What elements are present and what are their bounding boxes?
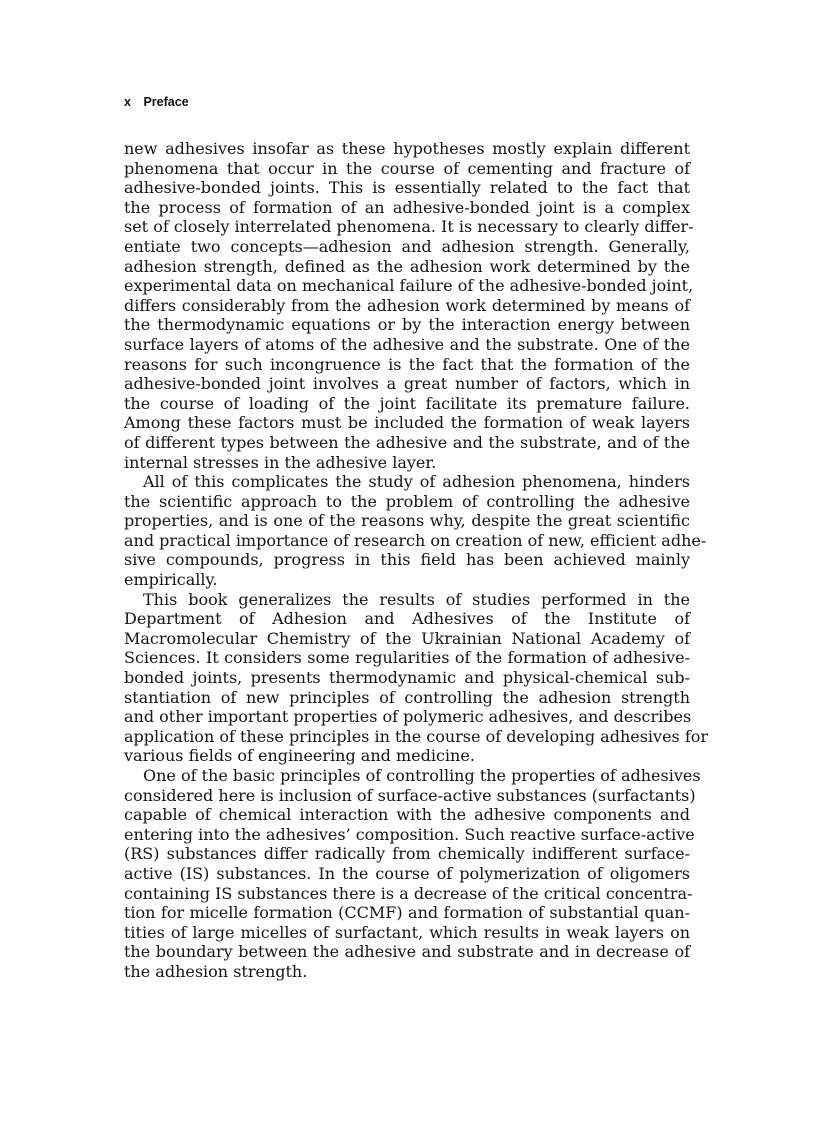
text-line: (RS) substances differ radically from chemically indifferent surface- [124,844,690,864]
text-line: adhesive-bonded joint involves a great number of factors, which in [124,374,690,394]
paragraph [124,589,709,766]
text-line: new adhesives insofar as these hypotheses mostly explain different [124,139,690,158]
text-line: tities of large micelles of surfactant, which results in weak layers on [124,922,690,942]
text-line: differs considerably from the adhesion work determined by means of [124,295,690,315]
text-line: of different types between the adhesive and the substrate, and of the [124,432,690,452]
text-line: containing IS substances there is a decrease of the critical concentra- [124,883,693,903]
text-line: Sciences. It considers some regularities of the formation of adhesive- [124,648,690,668]
text-line: the process of formation of an adhesive-bonded joint is a complex [124,197,690,217]
text-line: considered here is inclusion of surface-active substances (surfactants) [124,785,696,805]
text-line: and other important properties of polymeric adhesives, and describes [124,707,692,727]
text-line: set of closely interrelated phenomena. It is necessary to clearly differ- [124,217,694,237]
text-line: stantiation of new principles of controlling the adhesion strength [124,687,690,707]
text-line: active (IS) substances. In the course of polymerization of oligomers [124,863,690,883]
page-number: x [124,95,131,109]
text-line: adhesive-bonded joints. This is essentially related to the fact that [124,178,690,198]
text-line: phenomena that occur in the course of cementing and fracture of [124,158,690,178]
text-line: the adhesion strength. [124,961,308,981]
body-text [124,139,709,982]
text-line: One of the basic principles of controlling the properties of adhesives [143,766,701,785]
text-line: This book generalizes the results of studies performed in the [143,589,690,609]
text-line: All of this complicates the study of adhesion phenomena, hinders [143,472,690,492]
text-line: Among these factors must be included the formation of weak layers [124,413,690,433]
text-line: entering into the adhesives’ composition. Such reactive surface-active [124,824,695,844]
text-line: properties, and is one of the reasons why, despite the great scientific [124,511,690,531]
text-line: bonded joints, presents thermodynamic and physical-chemical sub- [124,668,690,688]
text-line: surface layers of atoms of the adhesive and the substrate. One of the [124,334,690,354]
paragraph [124,139,694,472]
paragraph [124,472,707,590]
running-head [124,95,189,109]
text-line: experimental data on mechanical failure of the adhesive-bonded joint, [124,276,694,296]
text-line: entiate two concepts—adhesion and adhesion strength. Generally, [124,236,690,256]
text-line: internal stresses in the adhesive layer. [124,452,437,472]
text-line: adhesion strength, defined as the adhesion work determined by the [124,256,690,276]
text-line: tion for micelle formation (CCMF) and formation of substantial quan- [124,903,690,923]
text-line: capable of chemical interaction with the adhesive components and [124,805,690,825]
text-line: the course of loading of the joint facilitate its premature failure. [124,393,690,413]
text-line: application of these principles in the course of developing adhesives for [124,726,709,746]
text-line: the thermodynamic equations or by the interaction energy between [124,315,690,335]
text-line: the scientific approach to the problem of controlling the adhesive [124,491,690,511]
text-line: the boundary between the adhesive and substrate and in decrease of [124,942,690,962]
text-line: various fields of engineering and medicine. [124,746,475,766]
text-line: and practical importance of research on creation of new, efficient adhe- [124,530,707,550]
paragraph [124,766,701,982]
text-line: reasons for such incongruence is the fact that the formation of the [124,354,690,374]
text-line: sive compounds, progress in this field has been achieved mainly [124,550,690,570]
text-line: Macromolecular Chemistry of the Ukrainian National Academy of [124,628,690,648]
text-line: empirically. [124,570,218,590]
running-head-title: Preface [143,95,189,109]
text-line: Department of Adhesion and Adhesives of the Institute of [124,609,690,629]
